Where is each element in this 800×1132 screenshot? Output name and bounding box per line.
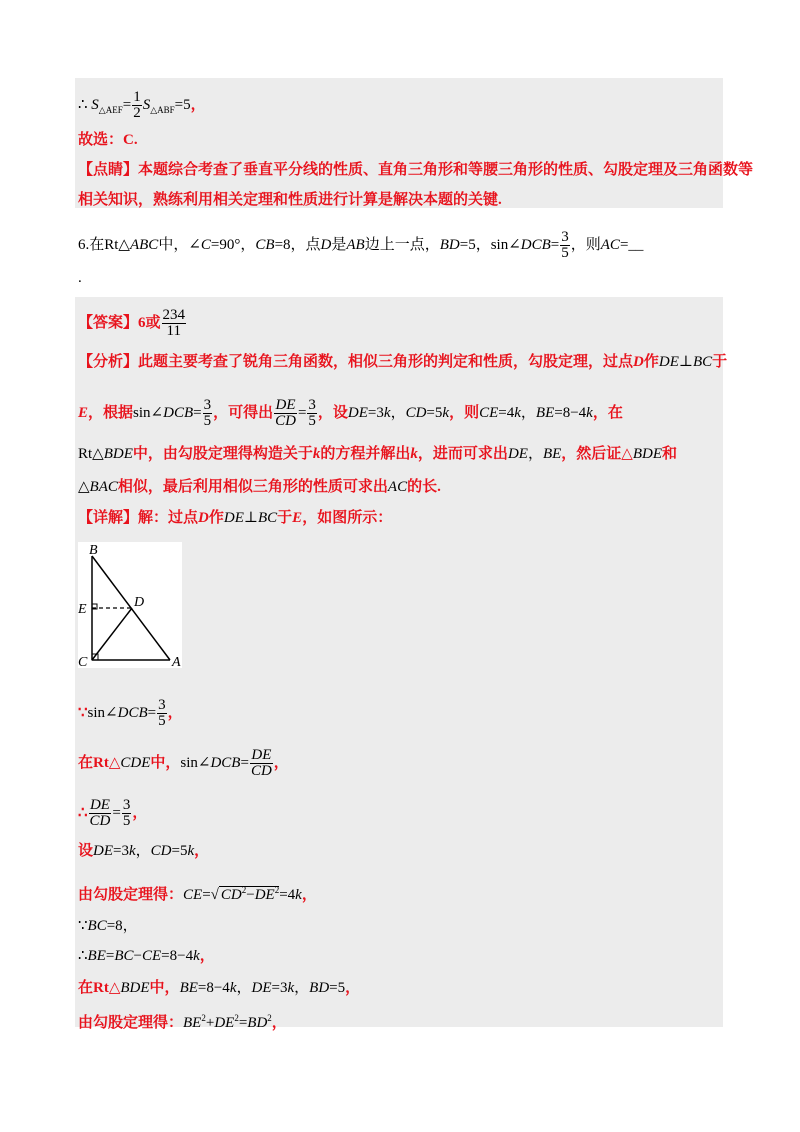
var: DE [507,446,528,462]
text: 和 [662,446,678,462]
comma: ， [132,804,148,821]
var: AC [600,236,620,253]
numerator: 3 [308,397,316,413]
var: CD [150,843,172,859]
text: 边上一点， [364,236,440,253]
fraction [203,398,213,429]
comma: ， [273,754,289,771]
var: k [442,404,450,421]
var: CDE [120,754,151,771]
label-d: D [134,595,145,610]
var: DE [254,887,275,903]
equals: = [105,948,115,964]
perp-symbol: ⊥ [243,510,258,526]
numerator: DE [89,797,110,813]
var: BDE [103,446,133,462]
value: =8−4 [161,948,194,964]
var: D [633,354,644,370]
numerator: DE [251,747,272,763]
numerator: 234 [162,307,186,323]
var: D [320,236,332,253]
denominator: 5 [122,813,131,829]
var: BC [257,510,278,526]
minus: − [246,887,255,903]
text: ，则 [570,236,601,253]
text: 作 [643,354,659,370]
analysis-line-1 [78,352,727,372]
var: BD [247,1015,268,1031]
var: DCB [117,704,148,721]
question-line [78,230,643,261]
plus: + [205,1015,215,1031]
value: =5 [174,96,191,113]
var: DCB [163,404,194,421]
exponent: 2 [274,885,280,895]
exponent: 2 [234,1013,239,1023]
var: CD [220,887,242,903]
var: CE [141,948,162,964]
var: k [586,404,593,421]
answer-fraction [162,308,187,339]
fraction [274,398,297,429]
text: 是 [331,236,347,253]
exponent: 2 [241,885,247,895]
text: 于 [277,510,293,526]
sep: ， [520,404,536,421]
var: E [292,510,303,526]
var: k [295,887,302,903]
text: 在Rt△ [78,754,121,771]
numerator: 3 [122,797,131,813]
value: =8， [106,918,138,934]
question-number: 6. [78,236,90,253]
var: k [187,843,195,859]
sep: ， [294,980,310,996]
sep: ， [236,980,252,996]
label-e: E [78,602,87,617]
var: AC [387,479,408,495]
exponent: 2 [201,1013,206,1023]
equals: = [112,804,121,821]
step-2 [78,748,289,779]
var: CB [255,236,275,253]
var: k [383,404,391,421]
step-3 [78,798,147,829]
text: 中， [150,754,181,771]
var: DE [223,510,244,526]
text: ，然后证△ [561,446,633,462]
angle-symbol: ∠ [188,236,201,253]
fraction [307,398,317,429]
minus: − [133,948,142,964]
value: =3 [367,404,384,421]
comma: ， [199,948,215,964]
detail-line [78,508,392,528]
var: DE [658,354,679,370]
value: =4 [498,404,515,421]
var: AB [346,236,365,253]
step-9 [78,1008,287,1033]
text: 相似，最后利用相似三角形的性质可求出 [117,479,388,495]
text: ，在 [592,404,623,421]
because-symbol: ∵ [78,918,88,934]
equals: = [193,404,202,421]
var: k [193,948,200,964]
comma: ， [190,96,206,113]
numerator: DE [275,397,296,413]
therefore-symbol: ∴ [78,948,88,964]
text: ，可得出 [213,404,274,421]
therefore-symbol: ∴ [78,804,88,821]
step-4 [78,841,209,861]
value: =3 [113,843,129,859]
text: Rt△ [78,446,104,462]
comma: ， [345,980,361,996]
text: =8，点 [274,236,321,253]
text: 在Rt△ [78,980,121,996]
sqrt-sign: √ [210,887,219,903]
radicand [219,886,279,903]
text: ，设 [317,404,348,421]
var: BE [183,1015,202,1031]
value: =5 [329,980,346,996]
area-symbol: S [91,96,99,113]
denominator: CD [275,413,296,429]
denominator: 5 [308,413,316,429]
answer-label: 【答案】6或 [78,314,161,331]
text: 【分析】此题主要考查了锐角三角函数，相似三角形的判定和性质，勾股定理，过点 [78,354,634,370]
step-7 [78,946,215,966]
var: k [312,446,321,462]
numerator: 3 [203,397,212,413]
area-subscript: △ABF [150,104,175,115]
comment-line-1: 【点睛】本题综合考查了垂直平分线的性质、直角三角形和等腰三角形的性质、勾股定理及三角函数等 [78,162,754,178]
equals: = [297,404,307,421]
sep: ， [135,843,151,859]
numerator: 1 [133,89,141,105]
comment-line-2: 相关知识，熟练利用相关定理和性质进行计算是解决本题的关键. [78,192,502,208]
var: BE [87,948,106,964]
denominator: 11 [166,323,181,339]
denominator: 5 [203,413,212,429]
denominator: CD [89,813,111,829]
label-b: B [89,543,98,558]
var: ABC [129,236,159,253]
text: 的方程并解出 [320,446,411,462]
text: 由勾股定理得： [78,887,184,903]
var: k [287,980,295,996]
var: DE [347,404,368,421]
var: BC [692,354,713,370]
comma: ， [167,704,183,721]
answer-line [78,308,187,339]
analysis-line-2 [78,398,623,429]
var: k [128,843,136,859]
sep: ， [527,446,543,462]
var: BDE [632,446,662,462]
text: 于 [712,354,728,370]
perp-symbol: ⊥ [678,354,693,370]
area-subscript: △AEF [98,104,123,115]
var: DE [93,843,114,859]
text: 作 [208,510,224,526]
var: k [410,446,418,462]
text: ，根据 [88,404,134,421]
var: CE [479,404,499,421]
triangle-figure [78,542,182,668]
var: BD [439,236,460,253]
text: ，则 [449,404,480,421]
text: 由勾股定理得： [78,1015,184,1031]
comma: ， [271,1015,287,1031]
value: =8−4 [197,980,230,996]
text: 的长. [407,479,441,495]
text: 在Rt△ [89,236,130,253]
text: ，进而可求出 [417,446,508,462]
triangle-symbol: △ [78,479,90,495]
equals: = [122,96,132,113]
denominator: CD [250,763,272,779]
fraction-half [132,90,142,121]
area-symbol: S [142,96,151,113]
triangle-diagram [78,542,182,668]
var: CE [183,887,203,903]
text: =5，sin∠ [459,236,521,253]
text: ，如图所示： [302,510,393,526]
var: DCB [520,236,551,253]
step-5 [78,880,317,905]
text: = [550,236,560,253]
sin: sin∠ [87,704,118,721]
value: =4 [279,887,296,903]
value: =5 [426,404,443,421]
var: BD [309,980,330,996]
fraction [560,230,570,261]
var: DE [251,980,272,996]
figure-background [78,542,182,668]
area-equation [78,90,206,121]
var: C [200,236,211,253]
step-6 [78,916,138,936]
analysis-line-4 [78,477,441,497]
value: =3 [271,980,288,996]
value: =5 [171,843,188,859]
sin: sin∠ [133,404,164,421]
denominator: 5 [158,713,166,729]
var: CD [405,404,427,421]
equals: = [202,887,211,903]
equals: = [238,1015,248,1031]
comma: ， [301,887,317,903]
question-period: . [78,270,82,286]
label-c: C [78,655,88,668]
step-8 [78,978,360,998]
denominator: 5 [561,245,569,261]
var: DCB [210,754,241,771]
equals: = [147,704,157,721]
value: =8−4 [554,404,587,421]
text: 设 [78,843,94,859]
label-a: A [172,655,181,668]
text: =90°， [210,236,256,253]
numerator: 3 [561,229,569,245]
var: BAC [89,479,118,495]
therefore-symbol: ∴ [78,96,88,113]
var: BDE [120,980,150,996]
because-symbol: ∵ [78,704,88,721]
var: DE [214,1015,235,1031]
comma: ， [194,843,210,859]
var: BC [114,948,134,964]
exponent: 2 [267,1013,272,1023]
var: E [78,404,89,421]
var: k [229,980,237,996]
sep: ， [390,404,406,421]
sin: sin∠ [180,754,211,771]
analysis-line-3 [78,444,677,464]
answer-blank: =__ [619,236,644,253]
fraction [250,748,273,779]
fraction [122,798,132,829]
var: BC [87,918,107,934]
var: D [198,510,209,526]
text: 中， [158,236,189,253]
text: 中，由勾股定理得构造关于 [132,446,313,462]
step-1 [78,698,183,729]
numerator: 3 [158,697,166,713]
var: k [514,404,521,421]
var: BE [535,404,555,421]
detail-label: 【详解】解：过点 [78,510,199,526]
choice-line: 故选：C. [78,132,138,148]
text: 中， [149,980,180,996]
equals: = [240,754,249,771]
fraction [89,798,112,829]
var: BE [542,446,562,462]
fraction [157,698,167,729]
var: BE [179,980,198,996]
denominator: 2 [133,105,141,121]
